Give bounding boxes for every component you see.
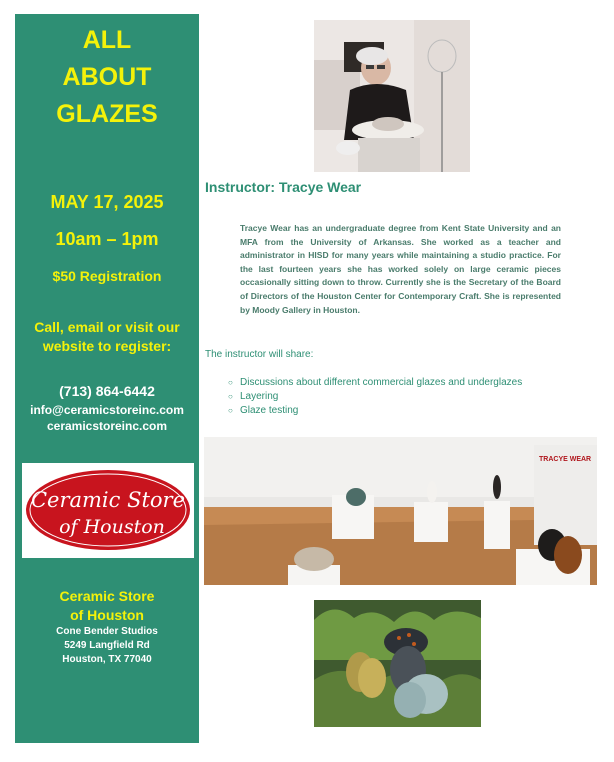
share-intro: The instructor will share: [205,349,314,360]
email-link[interactable]: info@ceramicstoreinc.com [30,403,184,417]
circle-bullet-icon: ○ [228,378,233,387]
event-title: ALL ABOUT GLAZES [56,26,158,128]
event-date: MAY 17, 2025 [50,192,164,212]
store-logo [22,463,194,558]
registration-fee: $50 Registration [52,268,162,284]
instructor-bio: Tracye Wear has an undergraduate degree from Kent State University and an MFA from the University of Arkansas. She worked as a teacher and administrator in HISD for many years while maintaining a studio practice. For the last fourteen years she has worked solely on large ceramic pieces occasionally sitting down to throw. Currently she is the Secretary of the Board of Directors of the Houston Center for Contemporary Craft. She is represented by Moody Gallery in Houston. [240,223,561,315]
event-time: 10am – 1pm [55,229,159,249]
logo-line1: Ceramic Store [30,488,186,512]
call-to-action: Call, email or visit our website to register: [34,319,180,354]
gallery-photo [204,437,597,585]
list-item: ○ Layering [228,391,279,402]
store-address: Cone Bender Studios 5249 Langfield Rd Houston, TX 77040 [56,626,158,665]
store-name: Ceramic Store of Houston [59,588,155,623]
sculpture-photo-graphic [314,600,481,727]
circle-bullet-icon: ○ [228,406,233,415]
list-item: ○ Glaze testing [228,405,299,416]
sculpture-photo [314,600,481,727]
gallery-label: TRACYE WEAR [539,456,592,463]
logo-graphic [22,463,194,558]
phone-number[interactable]: (713) 864-6442 [59,383,155,399]
sidebar [15,14,199,743]
instructor-photo [314,20,470,172]
website-link[interactable]: ceramicstoreinc.com [46,419,168,433]
share-list [228,376,522,418]
logo-line2: of Houston [59,516,165,538]
instructor-photo-graphic [314,20,470,172]
instructor-heading: Instructor: Tracye Wear [205,179,362,195]
circle-bullet-icon: ○ [228,392,233,401]
list-item: ○ Discussions about different commercial glazes and underglazes [228,377,523,388]
gallery-photo-graphic [204,437,597,585]
